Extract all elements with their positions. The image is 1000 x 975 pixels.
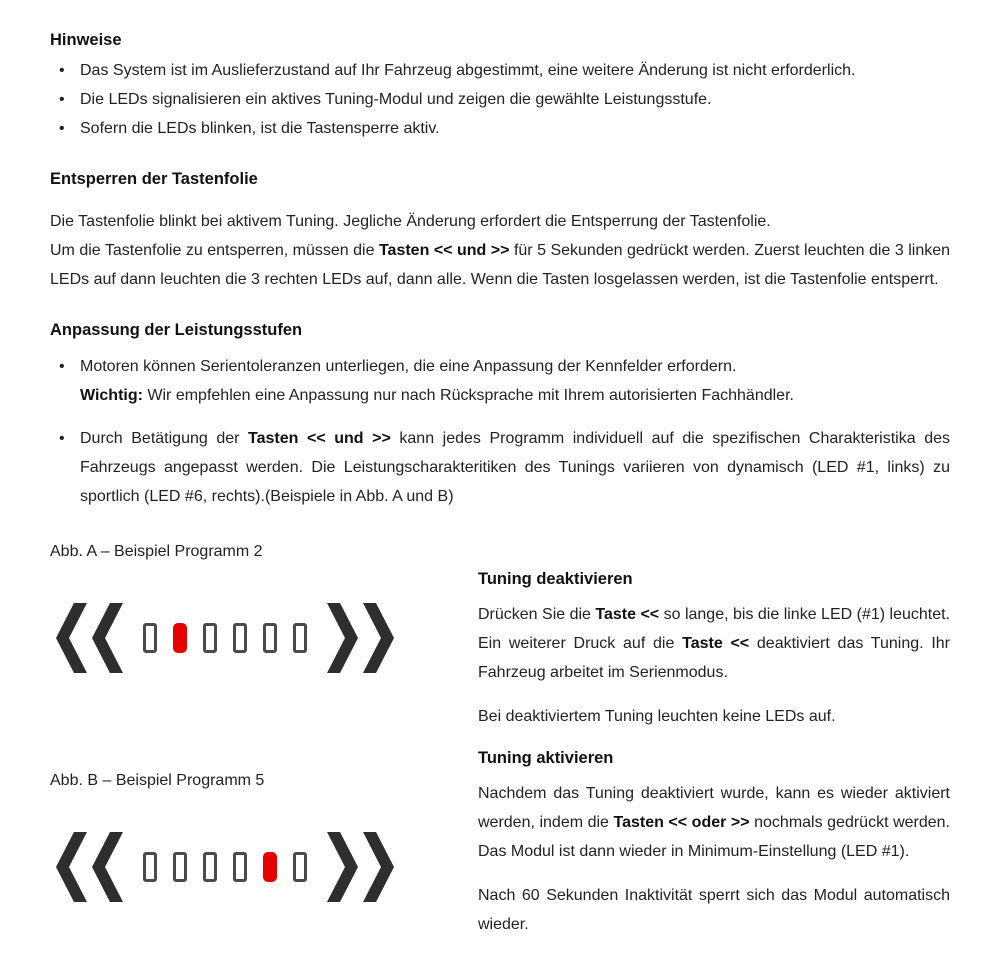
tuning-deaktivieren-paragraph-1	[478, 600, 950, 687]
double-chevron-left-icon	[56, 832, 123, 902]
text-run: Drücken Sie die	[478, 606, 596, 623]
list-item	[50, 424, 950, 511]
section-hinweise	[50, 28, 950, 143]
text-run: Um die Tastenfolie zu entsperren, müssen die	[50, 242, 379, 259]
tuning-deaktivieren-paragraph-2	[478, 702, 950, 731]
figure-a-caption: Abb. A – Beispiel Programm 2	[50, 543, 263, 560]
text-run: Sofern die LEDs blinken, ist die Tastensperre aktiv.	[80, 120, 440, 137]
chevron-right-icon	[327, 832, 358, 902]
chevron-left-icon	[56, 832, 87, 902]
led-row-figure-a	[143, 623, 307, 653]
bold-text-run: Tasten << und >>	[378, 242, 510, 259]
anpassung-heading: Anpassung der Leistungsstufen	[50, 321, 303, 339]
figure-b-caption: Abb. B – Beispiel Programm 5	[50, 772, 265, 789]
double-chevron-left-icon	[56, 603, 123, 673]
led-indicator-2	[173, 852, 187, 882]
figure-a-led-panel	[56, 602, 478, 674]
bold-text-run: Tasten << oder >>	[613, 814, 750, 831]
chevron-left-icon	[56, 603, 87, 673]
text-run: Nachdem das Tuning deaktiviert wurde, kann es wieder aktiviert werden, indem die	[478, 785, 950, 831]
list-item	[50, 352, 950, 410]
chevron-left-icon	[92, 603, 123, 673]
led-indicator-2-active	[173, 623, 187, 653]
chevron-right-icon	[327, 603, 358, 673]
anpassung-bullet-list	[50, 352, 950, 511]
figures-column	[50, 537, 478, 954]
text-run: kann jedes Programm individuell auf die spezifischen Charakteristika des Fahrzeugs angepasst werden. Die Leistungscharakteritiken des Tunings variieren von dynamisch (LED #1, links) zu sportlich (LED #6, rechts).(Beispiele in Abb. A und B)	[80, 430, 950, 505]
text-run: Bei deaktiviertem Tuning leuchten keine LEDs auf.	[478, 708, 836, 725]
text-run: so lange, bis die linke LED (#1) leuchtet. Ein weiterer Druck auf die	[478, 606, 951, 652]
text-run: Das System ist im Auslieferzustand auf Ihr Fahrzeug abgestimmt, eine weitere Änderung ist nicht erforderlich.	[80, 62, 856, 79]
figures-and-text-columns	[50, 537, 950, 954]
text-run: Die LEDs signalisieren ein aktives Tuning-Modul und zeigen die gewählte Leistungsstufe.	[80, 91, 712, 108]
tuning-text-column	[478, 567, 950, 954]
chevron-left-icon	[92, 832, 123, 902]
led-row-figure-b	[143, 852, 307, 882]
list-item	[50, 114, 950, 143]
bold-text-run: Taste <<	[595, 606, 660, 623]
figure-b-led-panel	[56, 831, 478, 903]
text-run: nochmals gedrückt werden. Das Modul ist dann wieder in Minimum-Einstellung (LED #1).	[478, 814, 950, 860]
text-run: deaktiviert das Tuning. Ihr Fahrzeug arbeitet im Serienmodus.	[478, 635, 950, 681]
led-indicator-1	[143, 852, 157, 882]
entsperren-heading: Entsperren der Tastenfolie	[50, 170, 258, 188]
tuning-aktivieren-paragraph-2	[478, 881, 950, 939]
bold-text-run: Tasten << und >>	[248, 430, 391, 447]
tuning-aktivieren-heading: Tuning aktivieren	[478, 749, 614, 767]
text-run: für 5 Sekunden gedrückt werden. Zuerst leuchten die 3 linken LEDs auf dann leuchten die 3 rechten LEDs auf, dann alle. Wenn die Tasten losgelassen werden, ist die Tastenfolie entsperrt.	[50, 242, 951, 288]
tuning-deaktivieren-heading: Tuning deaktivieren	[478, 570, 633, 588]
led-indicator-3	[203, 852, 217, 882]
chevron-right-icon	[363, 603, 394, 673]
tuning-aktivieren-paragraph-1	[478, 779, 950, 866]
bold-text-run: Taste <<	[682, 635, 750, 652]
double-chevron-right-icon	[327, 832, 394, 902]
hinweise-bullet-list	[50, 56, 950, 143]
double-chevron-right-icon	[327, 603, 394, 673]
section-anpassung	[50, 318, 950, 511]
led-indicator-5	[263, 623, 277, 653]
list-item	[50, 56, 950, 85]
led-indicator-6	[293, 852, 307, 882]
led-indicator-5-active	[263, 852, 277, 882]
entsperren-paragraph-2	[50, 236, 950, 294]
led-indicator-4	[233, 852, 247, 882]
hinweise-heading: Hinweise	[50, 31, 122, 49]
section-entsperren	[50, 167, 950, 294]
chevron-right-icon	[363, 832, 394, 902]
entsperren-paragraph-1	[50, 207, 950, 236]
led-indicator-3	[203, 623, 217, 653]
text-run: Durch Betätigung der	[80, 430, 249, 447]
text-run: Wir empfehlen eine Anpassung nur nach Rücksprache mit Ihrem autorisierten Fachhändler.	[142, 387, 794, 404]
list-item	[50, 85, 950, 114]
text-run: Die Tastenfolie blinkt bei aktivem Tuning. Jegliche Änderung erfordert die Entsperrung der Tastenfolie.	[50, 213, 771, 230]
led-indicator-6	[293, 623, 307, 653]
led-indicator-1	[143, 623, 157, 653]
text-run: Nach 60 Sekunden Inaktivität sperrt sich das Modul automatisch wieder.	[478, 887, 950, 933]
led-indicator-4	[233, 623, 247, 653]
bold-text-run: Wichtig:	[80, 387, 143, 404]
text-run: Motoren können Serientoleranzen unterliegen, die eine Anpassung der Kennfelder erfordern.	[80, 358, 737, 375]
